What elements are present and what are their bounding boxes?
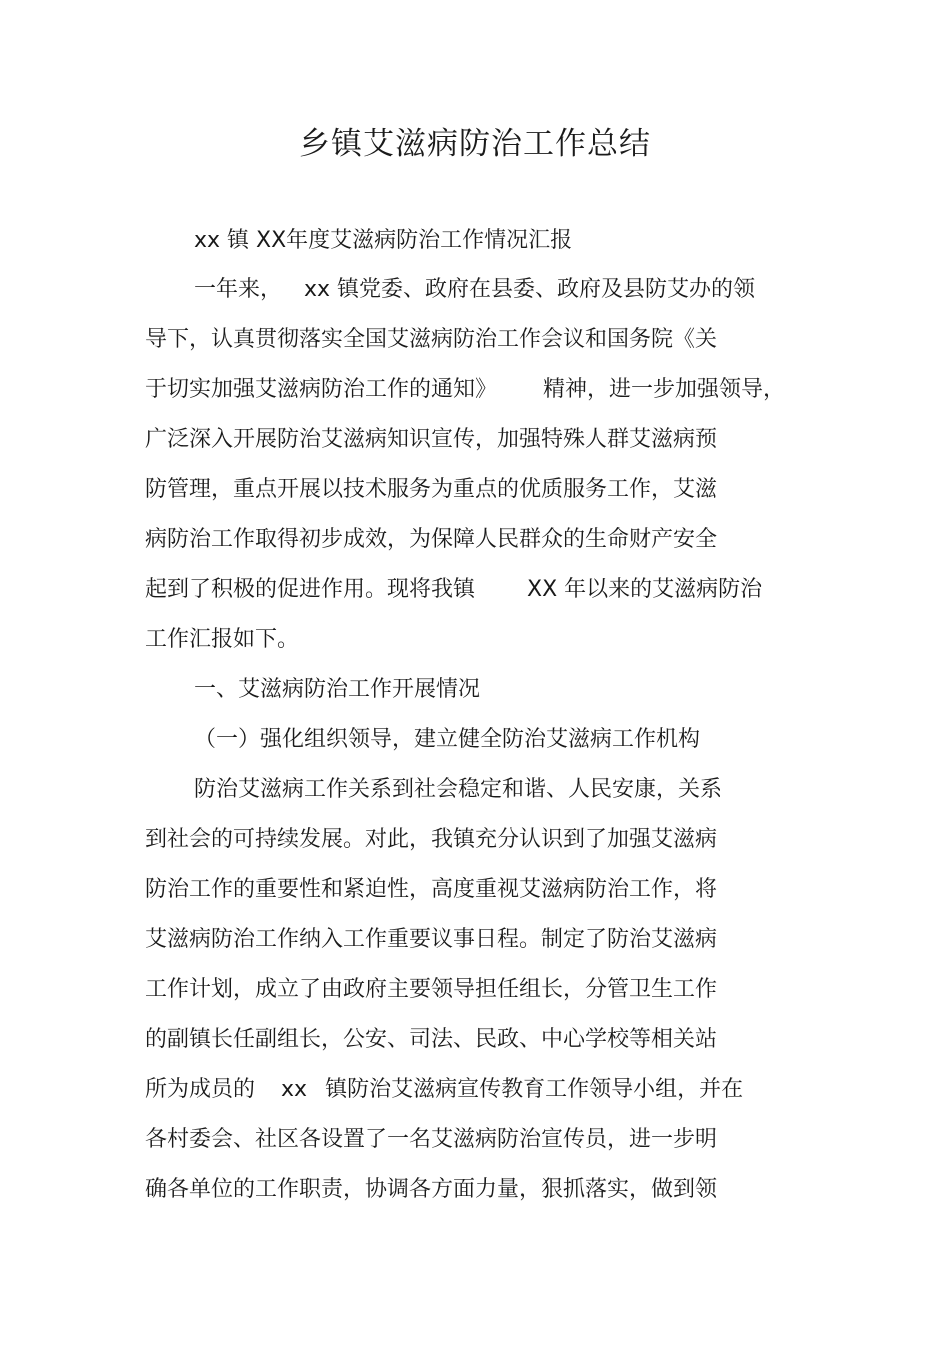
- text-run: 一年来，: [194, 277, 283, 302]
- section-heading: 一、艾滋病防治工作开展情况: [194, 677, 481, 702]
- paragraph-line: [145, 1072, 743, 1108]
- paragraph-line: 病防治工作取得初步成效，为保障人民群众的生命财产安全: [145, 527, 718, 552]
- subsection-heading: （一）强化组织领导，建立健全防治艾滋病工作机构: [194, 727, 701, 752]
- paragraph-line: [194, 272, 755, 308]
- paragraph-line: [145, 572, 762, 608]
- text-run: 精神，进一步加强领导，: [543, 377, 786, 402]
- document-title: 乡镇艾滋病防治工作总结: [299, 126, 651, 162]
- text-run: xx 镇党委、政府在县委、政府及县防艾办的领: [304, 277, 756, 302]
- text-run: 于切实加强艾滋病防治工作的通知》: [145, 377, 498, 402]
- text-run: 镇防治艾滋病宣传教育工作领导小组，并在: [325, 1077, 744, 1102]
- text-run: 起到了积极的促进作用。现将我镇: [145, 577, 476, 602]
- paragraph-line: 防管理，重点开展以技术服务为重点的优质服务工作，艾滋: [145, 477, 718, 502]
- paragraph-line: 工作计划，成立了由政府主要领导担任组长，分管卫生工作: [145, 977, 718, 1002]
- paragraph-line: 确各单位的工作职责，协调各方面力量，狠抓落实，做到领: [145, 1177, 718, 1202]
- text-run: xx: [281, 1077, 308, 1102]
- paragraph-line: 广泛深入开展防治艾滋病知识宣传，加强特殊人群艾滋病预: [145, 427, 718, 452]
- text-run: XX 年以来的艾滋病防治: [527, 577, 763, 602]
- paragraph-line: 导下，认真贯彻落实全国艾滋病防治工作会议和国务院《关: [145, 327, 718, 352]
- paragraph-line: 的副镇长任副组长，公安、司法、民政、中心学校等相关站: [145, 1027, 718, 1052]
- paragraph-line: 工作汇报如下。: [145, 627, 300, 652]
- paragraph-line: [145, 372, 785, 408]
- paragraph-line: 防治艾滋病工作关系到社会稳定和谐、人民安康，关系: [194, 777, 723, 802]
- paragraph-line: 防治工作的重要性和紧迫性，高度重视艾滋病防治工作，将: [145, 877, 718, 902]
- paragraph-line: 艾滋病防治工作纳入工作重要议事日程。制定了防治艾滋病: [145, 927, 718, 952]
- report-heading: xx 镇 XX年度艾滋病防治工作情况汇报: [194, 228, 573, 253]
- text-run: 所为成员的: [145, 1077, 256, 1102]
- paragraph-line: 各村委会、社区各设置了一名艾滋病防治宣传员，进一步明: [145, 1127, 718, 1152]
- paragraph-line: 到社会的可持续发展。对此，我镇充分认识到了加强艾滋病: [145, 827, 718, 852]
